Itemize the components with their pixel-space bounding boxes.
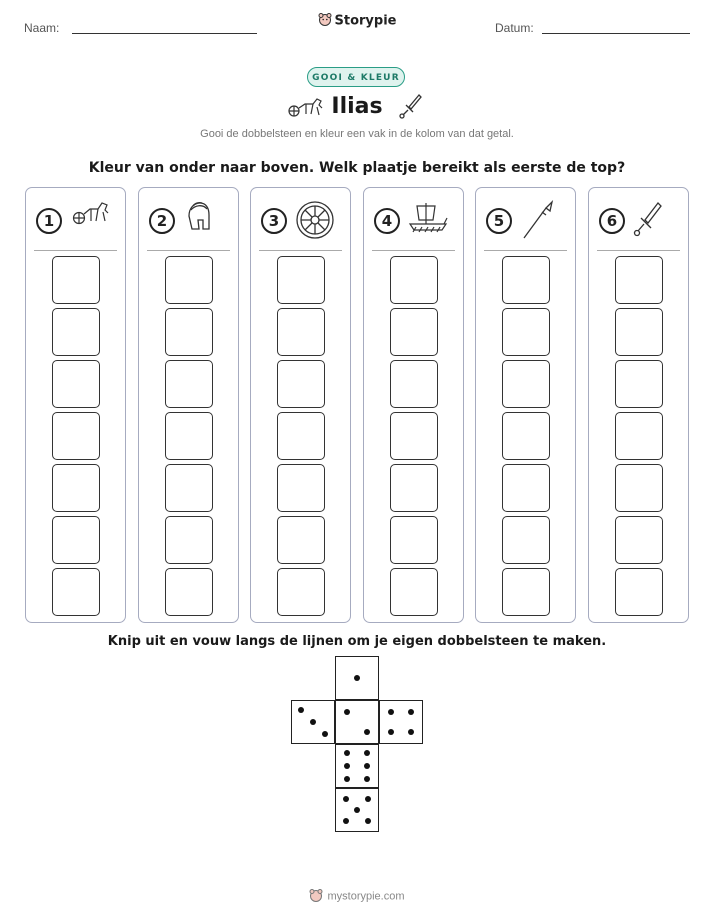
pip xyxy=(408,709,414,715)
color-cell[interactable] xyxy=(277,360,325,408)
column-header xyxy=(26,188,125,250)
color-cell[interactable] xyxy=(390,308,438,356)
color-cell[interactable] xyxy=(165,360,213,408)
pip xyxy=(364,763,370,769)
die-face-4 xyxy=(379,700,423,744)
dice-column-4 xyxy=(363,187,464,623)
color-cell[interactable] xyxy=(277,464,325,512)
dice-column-2 xyxy=(138,187,239,623)
brand xyxy=(0,12,714,30)
die-face-3 xyxy=(291,700,335,744)
color-cell[interactable] xyxy=(390,360,438,408)
dice-column-3 xyxy=(250,187,351,623)
color-cell[interactable] xyxy=(165,464,213,512)
pip xyxy=(310,719,316,725)
color-cell[interactable] xyxy=(52,516,100,564)
column-divider xyxy=(372,250,455,251)
color-cell[interactable] xyxy=(502,464,550,512)
pip xyxy=(344,776,350,782)
color-cell[interactable] xyxy=(390,516,438,564)
pip xyxy=(343,796,349,802)
die-face-2 xyxy=(335,700,379,744)
shield-icon xyxy=(295,200,335,244)
color-cell[interactable] xyxy=(277,568,325,616)
color-cell[interactable] xyxy=(277,412,325,460)
die-face-1 xyxy=(335,656,379,700)
color-cell[interactable] xyxy=(615,516,663,564)
footer-url: mystorypie.com xyxy=(327,890,405,903)
pip xyxy=(322,731,328,737)
color-cell[interactable] xyxy=(52,464,100,512)
die-face-6 xyxy=(335,744,379,788)
instruction: Kleur van onder naar boven. Welk plaatje bereikt als eerste de top? xyxy=(88,160,626,176)
column-header xyxy=(589,188,688,250)
column-divider xyxy=(484,250,567,251)
color-cell[interactable] xyxy=(52,308,100,356)
color-cell[interactable] xyxy=(165,568,213,616)
color-cell[interactable] xyxy=(615,464,663,512)
pip xyxy=(365,818,371,824)
chariot-icon xyxy=(70,200,112,230)
cut-instruction: Knip uit en vouw langs de lijnen om je eigen dobbelsteen te maken. xyxy=(107,634,607,649)
pip xyxy=(343,818,349,824)
sword-icon xyxy=(398,92,424,126)
pip xyxy=(298,707,304,713)
pip xyxy=(408,729,414,735)
color-cell[interactable] xyxy=(165,516,213,564)
column-header xyxy=(139,188,238,250)
pip xyxy=(365,796,371,802)
color-cell[interactable] xyxy=(502,308,550,356)
column-divider xyxy=(147,250,230,251)
dice-column-5 xyxy=(475,187,576,623)
dice-column-1 xyxy=(25,187,126,623)
color-cell[interactable] xyxy=(615,256,663,304)
color-cell[interactable] xyxy=(615,360,663,408)
column-number: 2 xyxy=(149,208,175,234)
column-number: 5 xyxy=(486,208,512,234)
color-cell[interactable] xyxy=(502,412,550,460)
color-cell[interactable] xyxy=(502,360,550,408)
pip xyxy=(354,675,360,681)
column-divider xyxy=(259,250,342,251)
sword-icon xyxy=(633,200,663,244)
color-cell[interactable] xyxy=(277,516,325,564)
date-field-line[interactable] xyxy=(542,33,690,34)
die-face-5 xyxy=(335,788,379,832)
date-label: Datum: xyxy=(495,21,534,35)
pip xyxy=(344,763,350,769)
color-cell[interactable] xyxy=(390,568,438,616)
page-title: Ilias xyxy=(331,94,383,119)
footer xyxy=(0,888,714,905)
column-divider xyxy=(597,250,680,251)
column-number: 4 xyxy=(374,208,400,234)
column-number: 1 xyxy=(36,208,62,234)
color-cell[interactable] xyxy=(390,256,438,304)
helmet-icon xyxy=(183,200,213,238)
pip xyxy=(364,776,370,782)
color-cell[interactable] xyxy=(615,568,663,616)
column-number: 3 xyxy=(261,208,287,234)
color-cell[interactable] xyxy=(165,412,213,460)
color-cell[interactable] xyxy=(502,568,550,616)
column-header xyxy=(251,188,350,250)
activity-badge: GOOI & KLEUR xyxy=(307,67,405,87)
color-cell[interactable] xyxy=(390,412,438,460)
column-header xyxy=(476,188,575,250)
color-cell[interactable] xyxy=(165,308,213,356)
dice-column-6 xyxy=(588,187,689,623)
color-cell[interactable] xyxy=(502,516,550,564)
ship-icon xyxy=(408,200,448,238)
pip xyxy=(388,729,394,735)
color-cell[interactable] xyxy=(52,360,100,408)
storypie-logo-icon xyxy=(318,12,332,30)
color-cell[interactable] xyxy=(615,308,663,356)
brand-name: Storypie xyxy=(334,13,397,29)
pip xyxy=(354,807,360,813)
pip xyxy=(364,750,370,756)
column-number: 6 xyxy=(599,208,625,234)
spear-icon xyxy=(520,200,554,244)
name-field-line[interactable] xyxy=(72,33,257,34)
name-label: Naam: xyxy=(24,21,60,35)
pip xyxy=(344,750,350,756)
column-header xyxy=(364,188,463,250)
color-cell[interactable] xyxy=(390,464,438,512)
color-cell[interactable] xyxy=(52,412,100,460)
color-cell[interactable] xyxy=(165,256,213,304)
color-cell[interactable] xyxy=(52,256,100,304)
color-cell[interactable] xyxy=(277,308,325,356)
subtitle: Gooi de dobbelsteen en kleur een vak in de kolom van dat getal. xyxy=(200,128,514,140)
color-cell[interactable] xyxy=(277,256,325,304)
pip xyxy=(344,709,350,715)
color-cell[interactable] xyxy=(52,568,100,616)
storypie-logo-icon xyxy=(309,888,323,905)
column-divider xyxy=(34,250,117,251)
color-cell[interactable] xyxy=(502,256,550,304)
pip xyxy=(364,729,370,735)
pip xyxy=(388,709,394,715)
color-cell[interactable] xyxy=(615,412,663,460)
